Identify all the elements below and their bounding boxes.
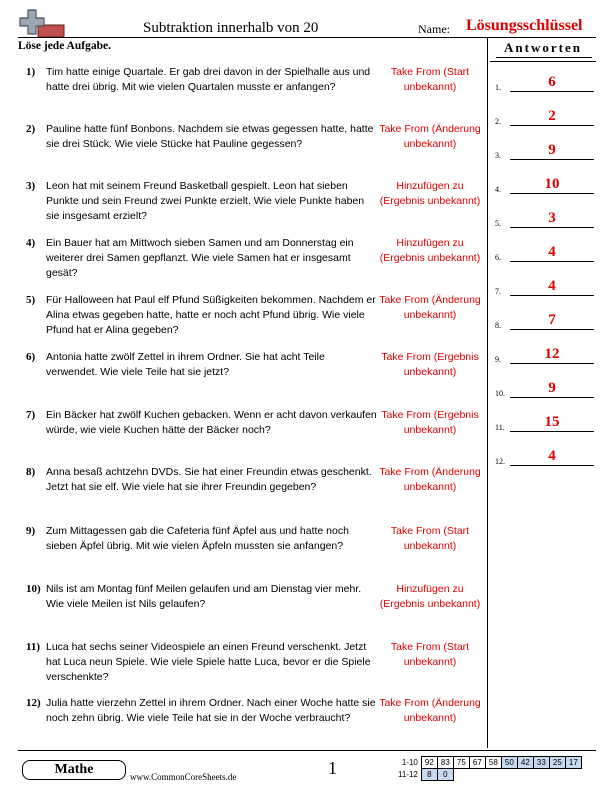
answer-9	[490, 344, 596, 364]
answer-line	[510, 125, 594, 126]
answer-3	[490, 140, 596, 160]
footer-divider	[18, 750, 596, 751]
problem-number: 10)	[26, 583, 41, 595]
problem-type: Take From (Ergebnis unbekannt)	[381, 409, 479, 436]
answer-line	[510, 227, 594, 228]
problem-type: Take From (Änderung unbekannt)	[379, 294, 481, 321]
score-empty-cell	[485, 769, 501, 781]
answer-value: 2	[548, 108, 556, 124]
answer-value: 7	[548, 312, 556, 328]
score-cell: 67	[469, 757, 485, 769]
problem-text: Zum Mittagessen gab die Cafeteria fünf Äpfel aus und hatte noch sieben Äpfel übrig. Mit wie vielen Äpfeln mussten sie anfangen?	[46, 525, 349, 552]
problem-text: Pauline hatte fünf Bonbons. Nachdem sie etwas gegessen hatte, hatte sie drei Stück. Wie viele Stücke hat Pauline gegessen?	[46, 123, 374, 150]
answer-11	[490, 412, 596, 432]
problems-column	[18, 38, 488, 748]
score-row-label: 11-12	[398, 770, 418, 779]
problem-number: 9)	[26, 525, 36, 537]
score-row	[396, 757, 581, 769]
answer-value: 3	[548, 210, 556, 226]
answer-value: 4	[548, 244, 556, 260]
problem-text: Nils ist am Montag fünf Meilen gelaufen und am Dienstag vier mehr. Wie viele Meilen ist Nils gelaufen?	[46, 583, 362, 610]
score-cell: 92	[421, 757, 437, 769]
score-empty-cell	[549, 769, 565, 781]
answers-heading-underline	[496, 57, 592, 58]
problem-number: 6)	[26, 351, 36, 363]
score-cell: 42	[517, 757, 533, 769]
problem-number: 5)	[26, 294, 36, 306]
answers-heading: Antworten	[504, 40, 582, 55]
answer-line	[510, 431, 594, 432]
answer-line	[510, 295, 594, 296]
problem-type: Hinzufügen zu (Ergebnis unbekannt)	[379, 583, 481, 610]
answer-number: 3.	[495, 151, 501, 160]
problem-type: Take From (Start unbekannt)	[390, 525, 470, 552]
problem-number: 11)	[26, 641, 41, 653]
answer-line	[510, 397, 594, 398]
answer-1	[490, 72, 596, 92]
score-cell: 8	[421, 769, 437, 781]
problem-type: Take From (Änderung unbekannt)	[379, 466, 481, 493]
problem-type: Take From (Ergebnis unbekannt)	[381, 351, 479, 378]
problem-number: 8)	[26, 466, 36, 478]
score-cell: 0	[437, 769, 453, 781]
answer-number: 1.	[495, 83, 501, 92]
score-cell: 50	[501, 757, 517, 769]
answer-number: 11.	[495, 423, 505, 432]
answers-column	[490, 38, 596, 748]
score-cell: 25	[549, 757, 565, 769]
problem-number: 4)	[26, 237, 36, 249]
score-cell: 83	[437, 757, 453, 769]
answer-number: 5.	[495, 219, 501, 228]
problem-type: Take From (Start unbekannt)	[390, 641, 470, 668]
answer-5	[490, 208, 596, 228]
problem-text: Für Halloween hat Paul elf Pfund Süßigkeiten bekommen. Nachdem er Alina etwas gegeben hatte, hatte er noch acht Pfund übrig. Wie viele Pfund hat er Alina gegeben?	[46, 294, 376, 336]
problem-number: 12)	[26, 697, 41, 709]
problem-number: 1)	[26, 66, 36, 78]
problem-number: 3)	[26, 180, 36, 192]
answer-2	[490, 106, 596, 126]
problem-type: Hinzufügen zu (Ergebnis unbekannt)	[379, 180, 481, 207]
plus-minus-logo-icon	[18, 8, 66, 38]
problem-number: 2)	[26, 123, 36, 135]
answers-divider	[490, 61, 596, 62]
problem-text: Leon hat mit seinem Freund Basketball gespielt. Leon hat sieben Punkte und sein Freund zwei Punkte erzielt. Wie viele Punkte haben sie insgesamt erzielt?	[46, 180, 365, 222]
problem-text: Ein Bäcker hat zwölf Kuchen gebacken. Wenn er acht davon verkaufen würde, wie viele Kuchen hätte der Bäcker noch?	[46, 409, 377, 436]
answer-line	[510, 193, 594, 194]
score-cell: 75	[453, 757, 469, 769]
problem-type: Hinzufügen zu (Ergebnis unbekannt)	[379, 237, 481, 264]
answer-6	[490, 242, 596, 262]
answer-number: 10.	[495, 389, 505, 398]
answer-number: 6.	[495, 253, 501, 262]
answer-number: 9.	[495, 355, 501, 364]
problem-text: Julia hatte vierzehn Zettel in ihrem Ordner. Nach einer Woche hatte sie noch zehn übrig. Wie viele Teile hat sie in der Woche verbraucht?	[46, 697, 376, 724]
answer-value: 4	[548, 278, 556, 294]
problem-text: Antonia hatte zwölf Zettel in ihrem Ordner. Sie hat acht Teile verwendet. Wie viele Teile hat sie jetzt?	[46, 351, 325, 378]
answer-number: 4.	[495, 185, 501, 194]
answer-key-title: Lösungsschlüssel	[466, 17, 583, 34]
score-empty-cell	[533, 769, 549, 781]
problem-text: Ein Bauer hat am Mittwoch sieben Samen und am Donnerstag ein weiterer drei Samen gepflanzt. Wie viele Samen hat er insgesamt gesät?	[46, 237, 354, 279]
answer-line	[510, 329, 594, 330]
answer-number: 8.	[495, 321, 501, 330]
answer-value: 15	[544, 414, 560, 430]
score-empty-cell	[453, 769, 469, 781]
score-cell: 33	[533, 757, 549, 769]
website-url: www.CommonCoreSheets.de	[130, 772, 237, 782]
header	[18, 8, 596, 40]
answer-10	[490, 378, 596, 398]
problem-type: Take From (Änderung unbekannt)	[379, 123, 481, 150]
answer-line	[510, 91, 594, 92]
worksheet-title: Subtraktion innerhalb von 20	[143, 20, 319, 36]
answer-12	[490, 446, 596, 466]
score-empty-cell	[469, 769, 485, 781]
answer-7	[490, 276, 596, 296]
answer-value: 4	[548, 448, 556, 464]
problem-number: 7)	[26, 409, 36, 421]
answer-value: 10	[544, 176, 560, 192]
answer-value: 9	[548, 380, 556, 396]
answer-line	[510, 159, 594, 160]
score-empty-cell	[517, 769, 533, 781]
score-cell: 17	[565, 757, 581, 769]
score-row	[396, 769, 581, 781]
score-empty-cell	[565, 769, 581, 781]
answer-number: 12.	[495, 457, 505, 466]
footer	[18, 752, 596, 784]
answer-value: 9	[548, 142, 556, 158]
instructions: Löse jede Aufgabe.	[18, 40, 111, 52]
answer-line	[510, 465, 594, 466]
score-empty-cell	[501, 769, 517, 781]
problem-type: Take From (Änderung unbekannt)	[379, 697, 481, 724]
problem-type: Take From (Start unbekannt)	[390, 66, 470, 93]
score-cell: 58	[485, 757, 501, 769]
page-number: 1	[328, 758, 337, 778]
answer-value: 6	[548, 74, 556, 90]
answer-line	[510, 363, 594, 364]
answer-number: 7.	[495, 287, 501, 296]
problem-text: Luca hat sechs seiner Videospiele an einen Freund verschenkt. Jetzt hat Luca neun Spiele. Wie viele Spiele hatte Luca, bevor er die Spiele verschenkte?	[46, 641, 371, 683]
answer-number: 2.	[495, 117, 501, 126]
answer-value: 12	[544, 346, 560, 362]
answer-8	[490, 310, 596, 330]
subject-badge: Mathe	[22, 760, 126, 780]
answer-4	[490, 174, 596, 194]
answer-line	[510, 261, 594, 262]
score-table	[396, 756, 582, 781]
score-row-label: 1-10	[401, 758, 418, 767]
name-label: Name:	[418, 22, 450, 36]
problem-text: Tim hatte einige Quartale. Er gab drei davon in der Spielhalle aus und hatte drei übrig. Mit wie vielen Quartalen musste er anfangen?	[46, 66, 371, 93]
problem-text: Anna besaß achtzehn DVDs. Sie hat einer Freundin etwas geschenkt. Jetzt hat sie elf. Wie viele hat sie ihrer Freundin gegeben?	[46, 466, 372, 493]
